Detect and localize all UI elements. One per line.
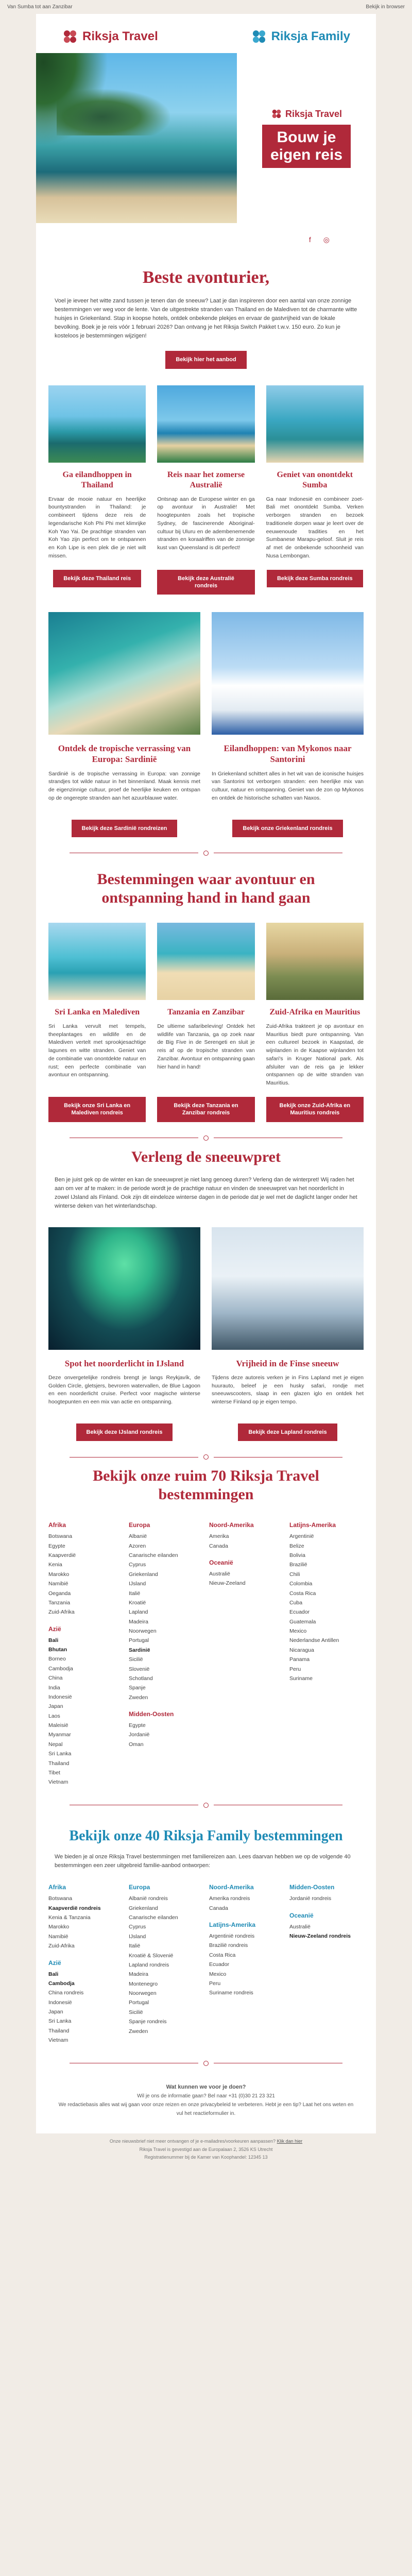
family_cols-destination-link[interactable]: Albanië rondreis	[129, 1895, 168, 1902]
main-greeting: Beste avonturier,	[142, 268, 270, 287]
family_cols-region-list	[48, 1970, 123, 2045]
dest_cols-destination-link[interactable]: Schotland	[129, 1675, 153, 1682]
dest_cols-destination-link[interactable]: Zweden	[129, 1694, 148, 1701]
dest_cols-region-heading: Noord-Amerika	[209, 1521, 254, 1529]
divider-dot	[203, 851, 209, 856]
thailand-text: Ervaar de mooie natuur en heerlijke bountystranden in Thailand: je combineert tijdens deze reis de legendarische Koh Phi Phi met klimrijke Koh Yao Yai. De prachtige stranden van Koh Yao zijn perfect om te ontspannen en Koh Lipe is een plek die je niet wilt missen.	[48, 496, 146, 559]
intro-button-wrap	[36, 351, 376, 368]
divider-dot	[203, 1136, 209, 1141]
family_cols-destination-link[interactable]: Kaapverdië rondreis	[48, 1905, 101, 1911]
family_cols-destination-link[interactable]: Madeira	[129, 1971, 148, 1978]
dest_cols-destination-link[interactable]: Colombia	[289, 1581, 313, 1587]
divider-line	[214, 1457, 342, 1458]
dest_cols-destination-link[interactable]: Madeira	[129, 1618, 148, 1625]
family_cols-destination-link[interactable]: Jordanië rondreis	[289, 1895, 332, 1902]
australia-title: Reis naar het zomerse Australië	[167, 470, 245, 489]
family_cols-destination-link[interactable]: Peru	[209, 1980, 221, 1987]
iceland-image[interactable]	[48, 1227, 200, 1350]
sardinia-button[interactable]: Bekijk deze Sardinië rondreizen	[72, 820, 178, 837]
dest_cols-destination-link[interactable]: Australië	[209, 1571, 230, 1577]
footer-question: Wat kunnen we voor je doen?	[166, 2083, 246, 2090]
family-destinations-title: Bekijk onze 40 Riksja Family bestemmingen	[69, 1827, 343, 1844]
sumba-title: Geniet van onontdekt Sumba	[277, 470, 353, 489]
dest_cols-destination-link[interactable]: Kaapverdië	[48, 1552, 76, 1558]
dest_cols-destination-link[interactable]: Noorwegen	[129, 1628, 157, 1634]
family_cols-destination-link[interactable]: Zweden	[129, 2028, 148, 2035]
dest_cols-region-heading: Latijns-Amerika	[289, 1521, 336, 1529]
dest_cols-region-list	[129, 1532, 203, 1702]
dest_cols-destination-link[interactable]: Lapland	[129, 1609, 148, 1616]
dest_cols-destination-link[interactable]: Suriname	[289, 1675, 313, 1682]
adventure-section-title: Bestemmingen waar avontuur en ontspanning hand in hand gaan	[97, 870, 315, 906]
dest_cols-destination-link[interactable]: China	[48, 1675, 63, 1682]
dest_cols-destination-link[interactable]: IJsland	[129, 1581, 146, 1587]
iceland-card	[48, 1227, 200, 1442]
dest_cols-destination-link[interactable]: Bhutan	[48, 1647, 67, 1653]
family_cols-destination-link[interactable]: Griekenland	[129, 1905, 158, 1911]
dest_cols-destination-link[interactable]: Nieuw-Zeeland	[209, 1580, 246, 1587]
dest_cols-destination-link[interactable]: Maleisië	[48, 1722, 68, 1728]
dest_cols-region-list	[289, 1532, 364, 1683]
section-divider	[36, 1801, 376, 1812]
family-destinations	[36, 1875, 376, 2058]
family_cols-destination-link[interactable]: Argentinië rondreis	[209, 1933, 255, 1940]
dest_cols-destination-link[interactable]: Bali	[48, 1637, 59, 1643]
santorini-title: Eilandhoppen: van Mykonos naar Santorini	[224, 743, 352, 765]
dest_cols-column	[48, 1513, 123, 1787]
facebook-icon[interactable]: f	[308, 235, 311, 244]
dest_cols-destination-link[interactable]: Belize	[289, 1543, 304, 1549]
dest_cols-region-list	[129, 1721, 203, 1749]
duo2-grid	[36, 1221, 376, 1442]
travel-destination-columns	[48, 1513, 364, 1787]
dest_cols-region-list	[48, 1636, 123, 1787]
family_cols-region-heading: Azië	[48, 1959, 61, 1967]
santorini-text: In Griekenland schittert alles in het wit van de iconische huisjes van Santorini tot verborgen stranden: een heerlijke mix van cultuur, natuur en ontspanning. Geniet van de zon op Mykonos en ontdek de historische schatten van Naxos.	[212, 770, 364, 801]
dest_cols-destination-link[interactable]: Panama	[289, 1656, 310, 1663]
family_cols-destination-link[interactable]: Costa Rica	[209, 1952, 236, 1958]
snow-section-title: Verleng de sneeuwpret	[131, 1148, 281, 1165]
dest_cols-destination-link[interactable]: Cambodja	[48, 1665, 73, 1672]
family_cols-destination-link[interactable]: Marokko	[48, 1924, 70, 1930]
dest_cols-destination-link[interactable]: Griekenland	[129, 1571, 158, 1578]
view-offer-button[interactable]: Bekijk hier het aanbod	[165, 351, 246, 368]
dest_cols-destination-link[interactable]: Ecuador	[289, 1609, 310, 1616]
family_cols-destination-link[interactable]: Vietnam	[48, 2037, 68, 2044]
dest_cols-destination-link[interactable]: Tibet	[48, 1769, 60, 1776]
family_cols-destination-link[interactable]: Noorwegen	[129, 1990, 157, 1997]
family_cols-destination-link[interactable]: Canarische eilanden	[129, 1914, 178, 1921]
dest_cols-destination-link[interactable]: Sri Lanka	[48, 1751, 72, 1757]
dest_cols-destination-link[interactable]: Myanmar	[48, 1732, 71, 1738]
divider-dot	[203, 1803, 209, 1808]
sardinia-image[interactable]	[48, 612, 200, 735]
dest_cols-destination-link[interactable]: Spanje	[129, 1685, 146, 1691]
family_cols-destination-link[interactable]: China rondreis	[48, 1990, 84, 1996]
hero-palm-leaves	[36, 53, 108, 146]
family-destination-columns	[48, 1875, 364, 2045]
family_cols-region-list	[48, 1894, 123, 1951]
family_cols-region-list	[209, 1931, 283, 1998]
sumba-button[interactable]: Bekijk deze Sumba rondreis	[267, 570, 363, 587]
preheader-text: Van Sumba tot aan Zanzibar	[7, 4, 73, 10]
dest_cols-region-heading: Oceanië	[209, 1559, 233, 1566]
family_cols-destination-link[interactable]: Kroatië & Slovenië	[129, 1952, 174, 1959]
tanzania-title: Tanzania en Zanzibar	[167, 1007, 245, 1016]
family_cols-destination-link[interactable]: Ecuador	[209, 1961, 230, 1968]
riksja-family-name: Riksja Family	[271, 29, 350, 43]
dest_cols-destination-link[interactable]: Italië	[129, 1590, 141, 1597]
family_cols-destination-link[interactable]: IJsland	[129, 1933, 146, 1940]
family_cols-region-heading: Oceanië	[289, 1911, 314, 1919]
dest_cols-destination-link[interactable]: Kenia	[48, 1562, 62, 1568]
hero-cta-line2: eigen reis	[270, 146, 343, 163]
southafrica-text: Zuid-Afrika trakteert je op avontuur en Mauritius biedt pure ontspanning. Van een cultureel bezoek in Kaapstad, de wijnlanden in de Kaapse wijnlanden tot safari's in Kruger National park. Als afsluiter van de reis ga je lekker ontspannen op de witte stranden van Mauritius.	[266, 1023, 364, 1087]
preheader	[0, 0, 412, 14]
australia-text: Ontsnap aan de Europese winter en ga op avontuur in Australië! Met hoogtepunten zoals het tropische Sydney, de fascinerende Aboriginal-cultuur bij Uluru en de adembenemende stranden en koraalriffen van de zonnige kust van Queensland is dit perfect!	[157, 496, 255, 551]
family_cols-destination-link[interactable]: Kenia & Tanzania	[48, 1914, 91, 1921]
dest_cols-destination-link[interactable]: Laos	[48, 1713, 60, 1719]
sumba-image[interactable]	[266, 385, 364, 463]
riksja-travel-name: Riksja Travel	[82, 29, 158, 43]
family_cols-destination-link[interactable]: Cambodja	[48, 1980, 75, 1987]
trio1-grid	[36, 369, 376, 595]
family_cols-destination-link[interactable]: Sicilië	[129, 2009, 143, 2015]
srilanka-text: Sri Lanka vervult met tempels, theeplantages en wildlife en de Malediven vertelt met sprookjesachtige lagunes en witte stranden. Geniet van de combinatie van onontdekte natuur en rust; een perfecte combinatie van avontuur en ontspanning.	[48, 1023, 146, 1078]
family_cols-destination-link[interactable]: Italië	[129, 1943, 141, 1950]
family_cols-region-list	[289, 1922, 364, 1941]
dest_cols-destination-link[interactable]: Zuid-Afrika	[48, 1609, 75, 1616]
sardinia-card	[48, 612, 200, 837]
southafrica-button[interactable]: Bekijk onze Zuid-Afrika en Mauritius rondreis	[266, 1097, 364, 1122]
family_cols-column	[209, 1875, 283, 2045]
family_cols-destination-link[interactable]: Lapland rondreis	[129, 1961, 169, 1968]
dest_cols-destination-link[interactable]: Tanzania	[48, 1599, 71, 1606]
footer	[36, 2070, 376, 2134]
sumba-text: Ga naar Indonesië en combineer zoet-Bali met onontdekt Sumba. Verken verborgen stranden en bezoek traditionele dorpen waar je leert over de eeuwenoude tradities en het Sumbanese Marapu-geloof. Sluit je reis af met de onbekende schoonheid van Nusa Lembongan.	[266, 496, 364, 559]
srilanka-card	[48, 923, 146, 1122]
dest_cols-column	[289, 1513, 364, 1787]
dest_cols-region-list	[209, 1569, 283, 1588]
finland-card	[212, 1227, 364, 1442]
family_cols-region-heading: Afrika	[48, 1884, 66, 1891]
family_cols-region-list	[129, 1894, 203, 2036]
iceland-title: Spot het noorderlicht in IJsland	[64, 1358, 184, 1368]
santorini-button[interactable]: Bekijk onze Griekenland rondreis	[232, 820, 342, 837]
dest_cols-destination-link[interactable]: Cuba	[289, 1599, 303, 1606]
tanzania-image[interactable]	[157, 923, 254, 1000]
family_cols-column	[48, 1875, 123, 2045]
divider-line	[70, 1457, 198, 1458]
finland-image[interactable]	[212, 1227, 364, 1350]
hero-banner[interactable]	[36, 53, 376, 223]
thailand-card	[48, 385, 146, 595]
intro-text: Voel je ieveer het witte zand tussen je tenen dan de sneeuw? Laat je dan inspireren door een aantal van onze zonnige bestemmingen ver weg voor de lente. Van de uitgestrekte stranden van Thailand en de Malediven tot de charmante witte huisjes in Griekenland. Stap in koopse hotels, ontdek onbekende plekjes en ervaar de gastvrijheid van de lokale bevolking. Boek je je reis vóór 1 februari 2026? Dan ontvang je het Riksja Switch Pakket t.w.v. 150 euro. Zo kun je kosteloos je bestemmingen wijzigen!	[55, 298, 357, 340]
family_cols-destination-link[interactable]: Mexico	[209, 1971, 227, 1977]
family_cols-region-heading: Noord-Amerika	[209, 1884, 254, 1891]
section-divider	[36, 837, 376, 860]
family_cols-destination-link[interactable]: Botswana	[48, 1895, 73, 1902]
footer-feedback: We redactiebasis alles wat wij gaan voor onze reizen en onze privacybeleid te verbeteren. Hebt je een tip? Laat het ons weten en vul het reactieformulier in.	[58, 2102, 354, 2117]
trio2-grid	[36, 917, 376, 1122]
dest_cols-destination-link[interactable]: Sardinië	[129, 1647, 150, 1653]
email-card	[36, 14, 376, 2133]
dest_cols-destination-link[interactable]: India	[48, 1684, 60, 1691]
family_cols-destination-link[interactable]: Suriname rondreis	[209, 1990, 253, 1996]
family_cols-destination-link[interactable]: Portugal	[129, 1999, 149, 2006]
family_cols-destination-link[interactable]: Nieuw-Zeeland rondreis	[289, 1933, 351, 1940]
unsubscribe-link[interactable]: Klik dan hier	[277, 2139, 303, 2144]
hero-cta-line1: Bouw je	[277, 129, 336, 146]
dest_cols-destination-link[interactable]: Mexico	[289, 1628, 307, 1634]
family_cols-destination-link[interactable]: Brazilië rondreis	[209, 1942, 248, 1949]
family_cols-destination-link[interactable]: Cyprus	[129, 1924, 146, 1930]
brand-header	[36, 14, 376, 53]
dest_cols-destination-link[interactable]: Vietnam	[48, 1779, 68, 1786]
iceland-text: Deze onvergetelijke rondreis brengt je langs Reykjavík, de Golden Circle, gletsjers, bevroren watervallen, de Blue Lagoon en een noorderlicht cruise. Perfect voor magische winterse hoogtepunten en een mix van actie en ontspanning.	[48, 1374, 200, 1405]
unsubscribe-line	[21, 2138, 391, 2145]
travel-destinations	[36, 1513, 376, 1800]
dest_cols-region-list	[48, 1532, 123, 1617]
family_cols-destination-link[interactable]: Bali	[48, 1971, 59, 1977]
dest_cols-destination-link[interactable]: Slovenië	[129, 1666, 150, 1672]
dest_cols-destination-link[interactable]: Kroatië	[129, 1599, 146, 1606]
family_cols-region-heading: Midden-Oosten	[289, 1884, 335, 1891]
dest_cols-destination-link[interactable]: Indonesië	[48, 1693, 72, 1700]
dest_cols-region-heading: Europa	[129, 1521, 150, 1529]
iceland-button[interactable]: Bekijk deze IJsland rondreis	[76, 1423, 173, 1441]
dest_cols-destination-link[interactable]: Thailand	[48, 1760, 70, 1767]
dest_cols-destination-link[interactable]: Portugal	[129, 1637, 149, 1644]
dest_cols-destination-link[interactable]: Marokko	[48, 1571, 70, 1578]
family_cols-destination-link[interactable]: Montenegro	[129, 1980, 158, 1987]
dest_cols-column	[129, 1513, 203, 1787]
santorini-image[interactable]	[212, 612, 364, 735]
dest_cols-region-heading: Midden-Oosten	[129, 1710, 174, 1718]
southafrica-title: Zuid-Afrika en Mauritius	[269, 1007, 360, 1016]
view-in-browser-link[interactable]: Bekijk in browser	[366, 4, 405, 10]
dest_cols-column	[209, 1513, 283, 1787]
dest_cols-destination-link[interactable]: Argentinië	[289, 1533, 314, 1540]
hero-brand-name: Riksja Travel	[285, 108, 342, 119]
instagram-icon[interactable]: ◎	[323, 235, 330, 244]
dest_cols-region-list	[209, 1532, 283, 1551]
section-divider	[36, 1441, 376, 1464]
dest_cols-destination-link[interactable]: Cyprus	[129, 1562, 146, 1568]
srilanka-image[interactable]	[48, 923, 146, 1000]
dest_cols-destination-link[interactable]: Borneo	[48, 1656, 66, 1663]
srilanka-button[interactable]: Bekijk onze Sri Lanka en Malediven rondreis	[48, 1097, 146, 1122]
southafrica-card	[266, 923, 364, 1122]
australia-image[interactable]	[157, 385, 254, 463]
family_cols-column	[129, 1875, 203, 2045]
dest_cols-destination-link[interactable]: Bolivia	[289, 1552, 305, 1558]
dest_cols-destination-link[interactable]: Brazilië	[289, 1562, 307, 1568]
family_cols-destination-link[interactable]: Spanje rondreis	[129, 2019, 167, 2025]
dest_cols-destination-link[interactable]: Canarische eilanden	[129, 1552, 178, 1558]
dest_cols-destination-link[interactable]: Chili	[289, 1571, 300, 1578]
dest_cols-region-heading: Azië	[48, 1625, 61, 1633]
dest_cols-destination-link[interactable]: Namibië	[48, 1581, 68, 1587]
unsubscribe-text: Onze nieuwsbrief niet meer ontvangen of je e-mailadres/voorkeuren aanpassen?	[109, 2139, 276, 2144]
tanzania-text: De ultieme safaribeleving! Ontdek het wildlife van Tanzania, ga op zoek naar de Big Five in de Serengeti en sluit je reis af op de tropische stranden van Zanzibar. Avontuur en ontspanning gaan hier hand in hand!	[157, 1023, 255, 1070]
finland-title: Vrijheid in de Finse sneeuw	[236, 1358, 339, 1368]
riksja-family-logo[interactable]	[251, 28, 350, 45]
family_cols-destination-link[interactable]: Canada	[209, 1905, 228, 1911]
dest_cols-destination-link[interactable]: Botswana	[48, 1533, 73, 1540]
southafrica-image[interactable]	[266, 923, 364, 1000]
section-divider	[36, 1122, 376, 1145]
snow-intro-text: Ben je juist gek op de winter en kan de sneeuwpret je niet lang genoeg duren? Verleng dan de winterpret! Wij raden het aan om ver af te maken: in de periode wordt je de prachtige natuur en vinden de sneeuwpret van het noorderlicht in zowel IJsland als Finland. Ook zijn dit eindeloze winterse dagen in de periode dat je wel met de daglicht langer onder het winterse deken van het winterlandschap.	[55, 1176, 357, 1209]
srilanka-title: Sri Lanka en Malediven	[55, 1007, 140, 1016]
destinations-title: Bekijk onze ruim 70 Riksja Travel bestemmingen	[93, 1467, 319, 1503]
section-divider	[36, 2059, 376, 2070]
family_cols-region-list	[289, 1894, 364, 1903]
bottom-note	[0, 2133, 412, 2177]
santorini-card	[212, 612, 364, 837]
family_cols-destination-link[interactable]: Indonesië	[48, 1999, 72, 2006]
riksja-travel-logo-icon	[62, 28, 78, 45]
footer-phone: Wil je ons de informatie gaan? Bel naar +31 (0)30 21 23 321	[137, 2093, 275, 2099]
hero-brand	[271, 108, 342, 120]
australia-card	[157, 385, 254, 595]
family_cols-region-heading: Europa	[129, 1884, 150, 1891]
dest_cols-destination-link[interactable]: Guatemala	[289, 1618, 316, 1625]
dest_cols-region-heading: Afrika	[48, 1521, 66, 1529]
dest_cols-destination-link[interactable]: Canada	[209, 1543, 228, 1549]
sardinia-title: Ontdek de tropische verrassing van Europa: Sardinië	[58, 743, 191, 765]
social-links	[36, 228, 376, 257]
company-address: Riksja Travel is gevestigd aan de Europalaan 2, 3526 KS Utrecht	[139, 2146, 273, 2152]
family-intro-text: We bieden je al onze Riksja Travel bestemmingen met familiereizen aan. Lees daarvan hebben we op de volgende 40 bestemmingen een zeer uitgebreid familie-aanbod ontworpen:	[55, 1854, 351, 1869]
dest_cols-destination-link[interactable]: Egypte	[48, 1543, 65, 1549]
family_cols-destination-link[interactable]: Namibië	[48, 1933, 68, 1940]
family_cols-column	[289, 1875, 364, 2045]
dest_cols-destination-link[interactable]: Amerika	[209, 1533, 229, 1540]
dest_cols-destination-link[interactable]: Jordanië	[129, 1732, 150, 1738]
thailand-image[interactable]	[48, 385, 146, 463]
duo1-grid	[36, 595, 376, 837]
family_cols-destination-link[interactable]: Zuid-Afrika	[48, 1943, 75, 1950]
company-registration: Registratienummer bij de Kamer van Koophandel: 12345 13	[144, 2154, 268, 2160]
dest_cols-destination-link[interactable]: Nepal	[48, 1741, 63, 1748]
divider-dot	[203, 2061, 209, 2066]
finland-text: Tijdens deze autoreis verken je in Fins Lapland met je eigen huurauto, beleef je een husky safari, rondje met sneeuwscooters, slaap in een glazen iglo en ontdek het winterse Finland op je eigen tempo.	[212, 1374, 364, 1405]
tanzania-card	[157, 923, 254, 1122]
sardinia-text: Sardinië is de tropische verrassing in Europa: van zonnige strandjes tot wilde natuur in het binnenland. Maak kennis met de eigenzinnige cultuur, proef de heerlijke keuken en ontspan op de ongerepte stranden aan het azuurblauwe water.	[48, 770, 200, 801]
hero-brand-icon	[271, 108, 282, 120]
family_cols-region-heading: Latijns-Amerika	[209, 1921, 256, 1929]
hero-side	[237, 53, 376, 223]
divider-dot	[203, 1454, 209, 1460]
family_cols-destination-link[interactable]: Amerika rondreis	[209, 1895, 250, 1902]
dest_cols-destination-link[interactable]: Nicaragua	[289, 1647, 314, 1653]
dest_cols-destination-link[interactable]: Nederlandse Antillen	[289, 1637, 339, 1644]
dest_cols-destination-link[interactable]: Sicilië	[129, 1656, 143, 1663]
dest_cols-destination-link[interactable]: Albanië	[129, 1533, 147, 1540]
dest_cols-destination-link[interactable]: Costa Rica	[289, 1590, 316, 1597]
family_cols-region-list	[209, 1894, 283, 1913]
riksja-travel-logo[interactable]	[62, 28, 158, 45]
dest_cols-destination-link[interactable]: Japan	[48, 1703, 63, 1710]
family_cols-destination-link[interactable]: Thailand	[48, 2027, 70, 2034]
dest_cols-destination-link[interactable]: Oman	[129, 1741, 144, 1748]
thailand-button[interactable]: Bekijk deze Thailand reis	[53, 570, 141, 587]
family_cols-destination-link[interactable]: Sri Lanka	[48, 2018, 72, 2025]
tanzania-button[interactable]: Bekijk deze Tanzania en Zanzibar rondreis	[157, 1097, 254, 1122]
dest_cols-destination-link[interactable]: Peru	[289, 1666, 301, 1672]
dest_cols-destination-link[interactable]: Egypte	[129, 1722, 146, 1728]
finland-button[interactable]: Bekijk deze Lapland rondreis	[238, 1423, 337, 1441]
hero-cta-banner[interactable]	[262, 125, 351, 167]
dest_cols-destination-link[interactable]: Azoren	[129, 1543, 146, 1549]
dest_cols-destination-link[interactable]: Oeganda	[48, 1590, 71, 1597]
riksja-family-logo-icon	[251, 28, 267, 45]
family_cols-destination-link[interactable]: Japan	[48, 2009, 63, 2015]
sumba-card	[266, 385, 364, 595]
australia-button[interactable]: Bekijk deze Australië rondreis	[157, 570, 254, 595]
family_cols-destination-link[interactable]: Australië	[289, 1923, 311, 1930]
thailand-title: Ga eilandhoppen in Thailand	[62, 470, 132, 489]
